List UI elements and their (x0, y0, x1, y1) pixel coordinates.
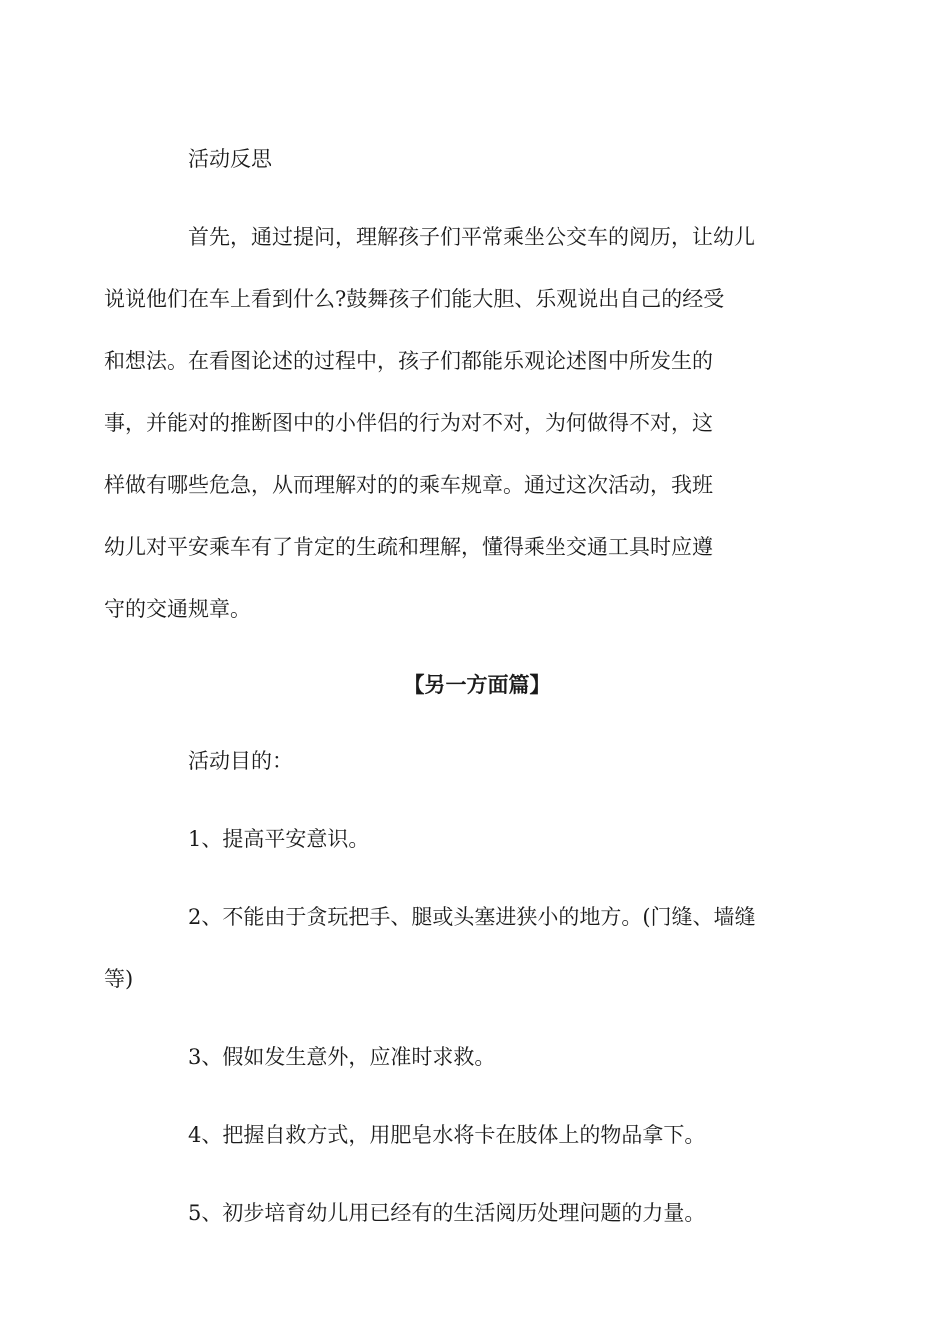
goal-line: 等) (104, 967, 134, 991)
reflection-line: 说说他们在车上看到什么?鼓舞孩子们能大胆、乐观说出自己的经受 (104, 287, 725, 311)
goals-title-text: 活动目的： (188, 749, 293, 773)
reflection-line: 首先，通过提问，理解孩子们平常乘坐公交车的阅历，让幼儿 (188, 225, 755, 249)
goal-text: 5、初步培育幼儿用已经有的生活阅历处理问题的力量。 (188, 1201, 706, 1225)
section-title-reflection (146, 128, 808, 190)
goal-item-4 (146, 1104, 808, 1166)
goal-item-3 (146, 1026, 808, 1088)
goal-text: 3、假如发生意外，应准时求救。 (188, 1045, 496, 1069)
section-heading-other: 【另一方面篇】 (403, 672, 551, 697)
reflection-line: 和想法。在看图论述的过程中，孩子们都能乐观论述图中所发生的 (104, 349, 713, 373)
reflection-paragraph (104, 206, 808, 640)
goal-item-2 (104, 886, 808, 1010)
reflection-line: 守的交通规章。 (104, 597, 251, 621)
reflection-line: 样做有哪些危急，从而理解对的的乘车规章。通过这次活动，我班 (104, 473, 713, 497)
goals-title (146, 730, 808, 792)
reflection-line: 事，并能对的推断图中的小伴侣的行为对不对，为何做得不对，这 (104, 411, 713, 435)
goal-item-5 (146, 1182, 808, 1244)
document-body (104, 128, 808, 1260)
goal-line: 2、不能由于贪玩把手、腿或头塞进狭小的地方。(门缝、墙缝 (188, 905, 756, 929)
reflection-line: 幼儿对平安乘车有了肯定的生疏和理解，懂得乘坐交通工具时应遵 (104, 535, 713, 559)
section-title-text: 活动反思 (188, 147, 272, 171)
goal-text: 1、提高平安意识。 (188, 827, 370, 851)
goal-text: 4、把握自救方式，用肥皂水将卡在肢体上的物品拿下。 (188, 1123, 706, 1147)
goal-item-1 (146, 808, 808, 870)
